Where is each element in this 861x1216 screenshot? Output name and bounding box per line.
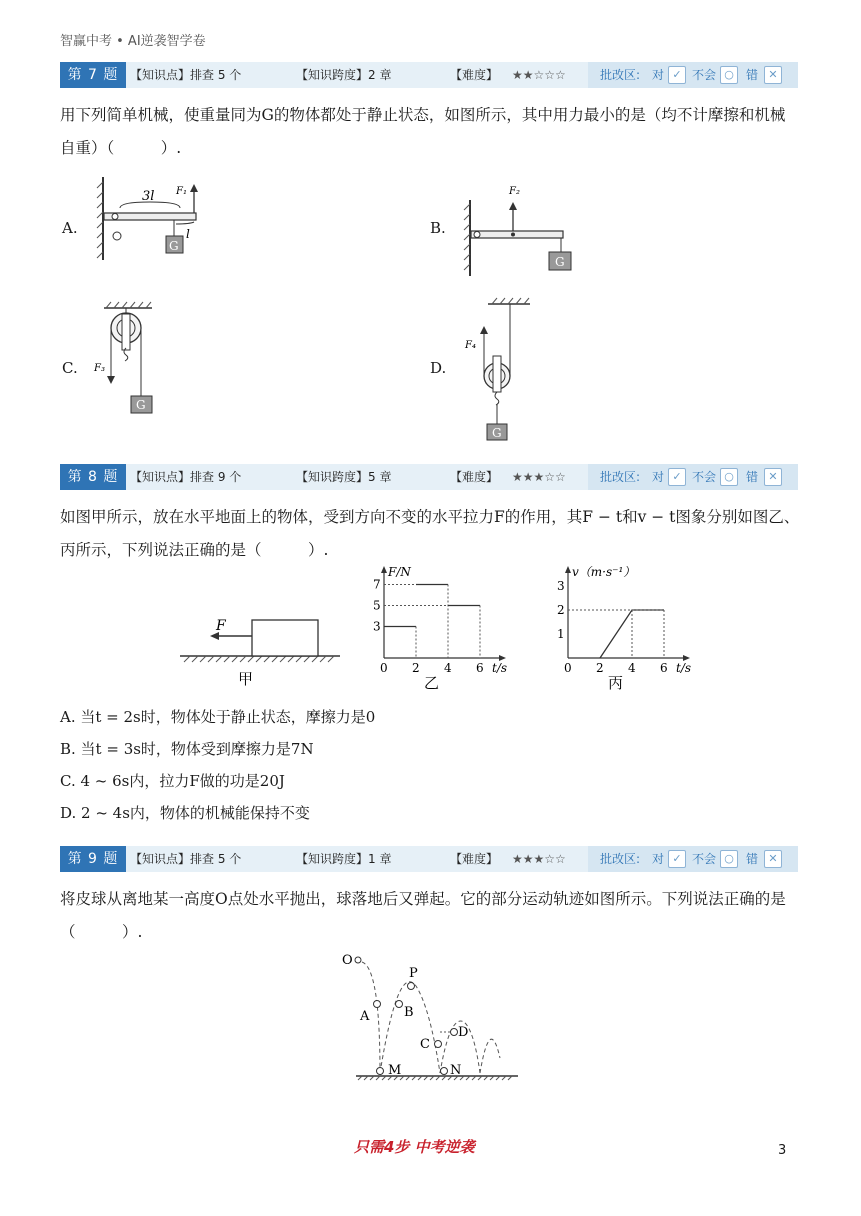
weight-g-label: G [555,255,565,269]
option-a-label: A. [62,219,78,237]
figure-bouncing-ball [340,948,530,1084]
question-7-bar [60,62,798,88]
y-axis-label: v（m·s⁻¹） [572,566,636,579]
chart-caption: 乙 [424,674,440,692]
figure-jia-block [176,610,346,692]
question-number: 第 9 题 [60,846,126,872]
figure-c-fixed-pulley [90,298,180,416]
unknown-label: 不会 [692,68,717,82]
y-axis-arrow [381,566,387,573]
difficulty-stars: ★★★☆☆ [512,470,566,484]
chart-caption: 丙 [608,674,624,692]
x-axis-label: t/s [676,661,692,675]
chart-yi-force-time [356,566,516,692]
point-m-label: M [388,1063,402,1078]
footer-logo: 只需4步 中考逆袭 [354,1138,475,1156]
figure-d-movable-pulley [462,294,542,442]
knowledge-count: 【知识点】排查 5 个 [130,852,242,866]
correct-label: 对 [652,68,665,82]
force-f-label: F [216,618,226,634]
wrong-label: 错 [746,68,759,82]
option-d-label: D. [430,359,447,377]
y-tick-label: 2 [557,603,565,617]
force-f4-label: F₄ [465,340,476,351]
q8-option-b[interactable]: B. 当t = 3s时，物体受到摩擦力是7N [60,740,314,758]
correct-checkbox[interactable]: ✓ [668,850,686,868]
y-tick-label: 5 [373,598,381,613]
question-number: 第 8 题 [60,464,126,490]
x-tick-label: 6 [476,661,484,675]
knowledge-span: 【知识跨度】5 章 [296,470,392,484]
knowledge-count: 【知识点】排查 5 个 [130,68,242,82]
x-tick-label: 0 [380,661,388,675]
grading-label: 批改区: [600,470,641,484]
unknown-label: 不会 [692,470,717,484]
x-tick-label: 2 [412,661,420,675]
point-c-label: C [420,1037,430,1052]
correct-checkbox[interactable]: ✓ [668,66,686,84]
option-c-label: C. [62,359,78,377]
q8-option-d[interactable]: D. 2 ~ 4s内，物体的机械能保持不变 [60,804,310,822]
point-d-label: D [458,1025,469,1040]
x-tick-label: 4 [444,661,452,675]
correct-label: 对 [652,470,665,484]
q8-option-c[interactable]: C. 4 ~ 6s内，拉力F做的功是20J [60,772,285,790]
question-9-bar [60,846,798,872]
chart-bing-velocity-time [540,566,700,692]
question-8-text: 如图甲所示，放在水平地面上的物体，受到方向不变的水平拉力F的作用，其F − t和v − t图象分别如图乙、丙所示，下列说法正确的是（ ）. [60,508,800,559]
question-7-text: 用下列简单机械，使重量同为G的物体都处于静止状态，如图所示，其中用力最小的是（均不计摩擦和机械自重）（ ）. [60,106,786,157]
weight-g-label: G [492,426,502,440]
grading-label: 批改区: [600,852,641,866]
figure-jia-caption: 甲 [238,670,254,688]
wrong-checkbox[interactable]: ✕ [764,850,782,868]
difficulty-label: 【难度】 [450,68,499,82]
grading-area [588,846,798,872]
x-tick-label: 6 [660,661,668,675]
header-brand: 智赢中考 • AI逆袭智学卷 [60,34,206,49]
unknown-checkbox[interactable]: ○ [720,66,738,84]
difficulty-label: 【难度】 [450,852,499,866]
unknown-checkbox[interactable]: ○ [720,850,738,868]
grading-area [588,464,798,490]
wrong-label: 错 [746,470,759,484]
y-tick-label: 3 [373,619,381,634]
grading-area [588,62,798,88]
knowledge-count: 【知识点】排查 9 个 [130,470,242,484]
question-number: 第 7 题 [60,62,126,88]
difficulty-stars: ★★★☆☆ [512,852,566,866]
force-f1-label: F₁ [176,186,187,197]
point-p-label: P [409,966,418,981]
x-tick-label: 2 [596,661,604,675]
y-axis-label: F/N [388,566,411,579]
y-tick-label: 3 [557,579,565,593]
x-tick-label: 4 [628,661,636,675]
question-9-text: 将皮球从离地某一高度O点处水平抛出，球落地后又弹起。它的部分运动轨迹如图所示。下列说法正确的是（ ）. [60,890,786,941]
grading-label: 批改区: [600,68,641,82]
force-f2-label: F₂ [509,186,520,197]
correct-checkbox[interactable]: ✓ [668,468,686,486]
wrong-label: 错 [746,852,759,866]
y-axis-arrow [565,566,571,573]
point-b-label: B [404,1005,414,1020]
figure-b-lever [455,178,585,278]
unknown-checkbox[interactable]: ○ [720,468,738,486]
page-number: 3 [778,1143,787,1158]
difficulty-stars: ★★☆☆☆ [512,68,566,82]
point-a-label: A [360,1009,370,1024]
weight-g-label: G [169,239,179,253]
y-tick-label: 7 [373,577,381,592]
length-l-label: l [186,227,190,241]
question-8-bar [60,464,798,490]
x-tick-label: 0 [564,661,572,675]
x-axis-label: t/s [492,661,508,675]
option-b-label: B. [430,219,446,237]
weight-g-label: G [136,398,146,412]
point-n-label: N [450,1063,462,1078]
difficulty-label: 【难度】 [450,470,499,484]
length-3l-label: 3l [142,189,155,204]
wrong-checkbox[interactable]: ✕ [764,66,782,84]
y-tick-label: 1 [557,627,565,641]
knowledge-span: 【知识跨度】1 章 [296,852,392,866]
correct-label: 对 [652,852,665,866]
figure-a-lever [90,172,220,267]
q8-option-a[interactable]: A. 当t = 2s时，物体处于静止状态，摩擦力是0 [60,708,376,726]
wrong-checkbox[interactable]: ✕ [764,468,782,486]
force-f3-label: F₃ [94,363,105,374]
point-o-label: O [342,953,353,968]
knowledge-span: 【知识跨度】2 章 [296,68,392,82]
unknown-label: 不会 [692,852,717,866]
